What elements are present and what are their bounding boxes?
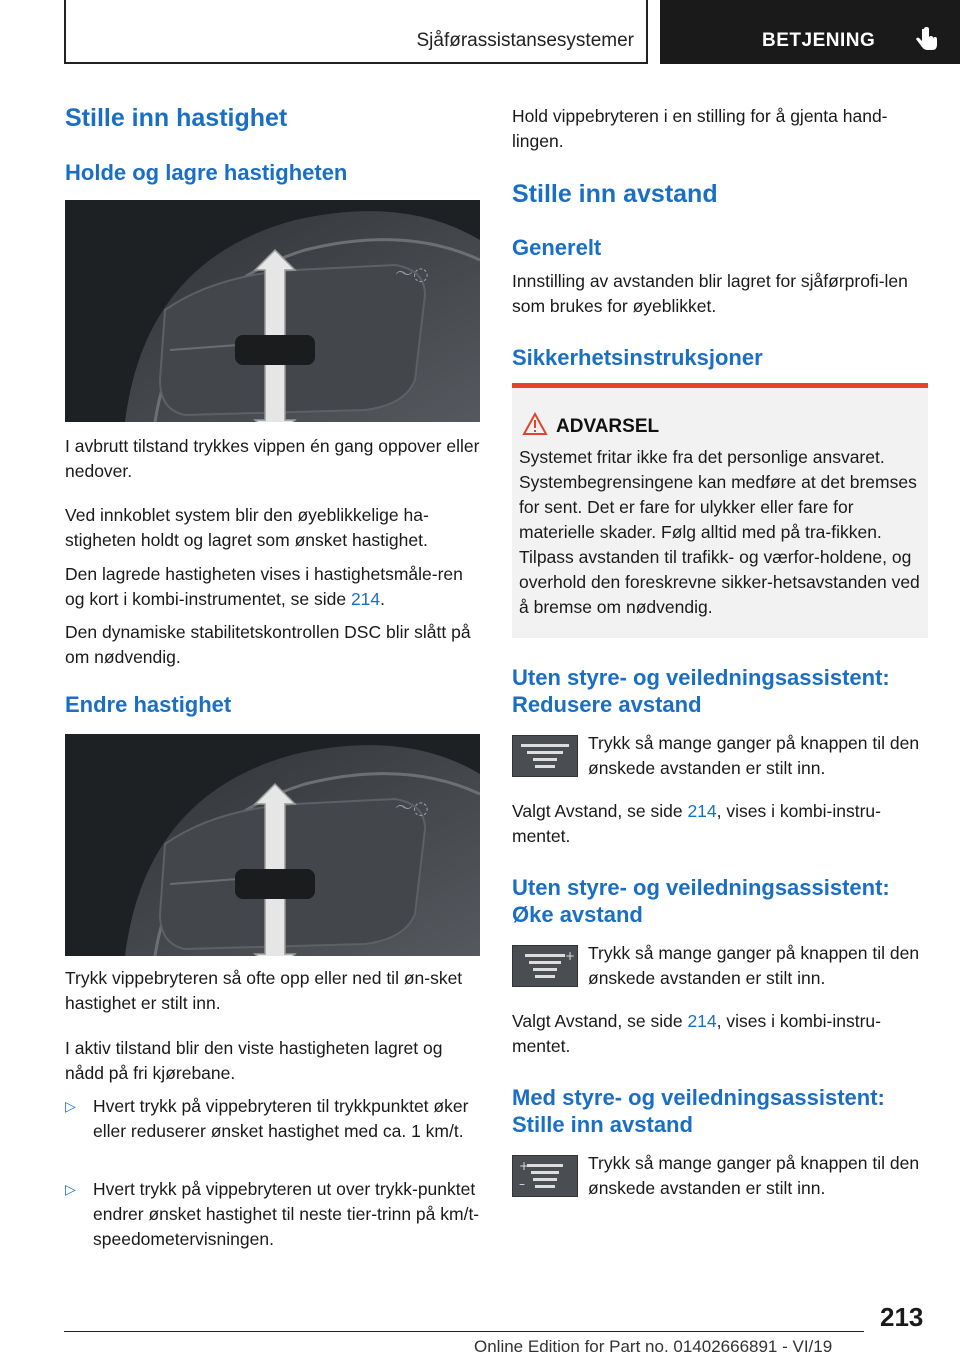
list-item [65,1094,480,1169]
subsection-general: Generelt [512,235,602,260]
subsection-reduce-line2: Redusere avstand [512,692,702,717]
distance-adjust-button-icon [512,1155,578,1197]
svg-text:〜◌: 〜◌ [395,798,429,819]
paragraph-reduce: Trykk så mange ganger på knappen til den ønskede avstanden er stilt inn. [588,733,920,778]
subsection-safety: Sikkerhetsinstruksjoner [512,345,763,370]
section-title-set-distance: Stille inn avstand [512,180,718,208]
paragraph-hold-4: Den dynamiske stabilitetskontrollen DSC blir slått på om nødvendig. [65,622,471,667]
bullet-text: Hvert trykk på vippebryteren til trykkpunktet øker eller reduserer ønsket hastighet med ca. 1 km/t. [93,1096,469,1141]
warning-triangle-icon [522,412,548,436]
bullet-text: Hvert trykk på vippebryteren ut over trykk-punktet endrer ønsket hastighet til neste tier-trinn på km/t-speedometervisningen. [93,1179,480,1249]
warning-box [512,383,928,638]
subsection-with-assist-line1: Med styre- og veiledningsassistent: [512,1085,885,1110]
bullet-triangle-icon: ▷ [65,1098,76,1114]
page-link-214[interactable]: 214 [687,1011,717,1031]
paragraph-change-2: I aktiv tilstand blir den viste hastigheten lagret og nådd på fri kjørebane. [65,1038,443,1083]
distance-increase-button-icon [512,945,578,987]
hand-pointer-icon [914,26,940,52]
subsection-hold-speed: Holde og lagre hastigheten [65,160,348,185]
page-number: 213 [880,1302,924,1332]
svg-text:〜◌: 〜◌ [395,264,429,285]
paragraph-hold-3: Den lagrede hastigheten vises i hastighetsmåle-ren og kort i kombi-instrumentet, se side 214. [65,564,463,609]
warning-body: Systemet fritar ikke fra det personlige ansvaret. Systembegrensingene kan medføre at det bremses for sent. Det er fare for ulykker eller fare for materielle skader. Følg alltid med på tra-fikken. Tilpass avstanden til trafikk- og værfor-holdene, og overhold den foreskrevne sikker-hetsavstanden ved å bremse om nødvendig. [519,447,920,617]
paragraph-increase-after: Valgt Avstand, se side 214, vises i kombi-instru-mentet. [512,1011,881,1056]
svg-text:–: – [519,1177,525,1191]
paragraph-change-1: Trykk vippebryteren så ofte opp eller ned til øn-sket hastighet er stilt inn. [65,968,463,1013]
subsection-increase-line2: Øke avstand [512,902,643,927]
subsection-increase-line1: Uten styre- og veiledningsassistent: [512,875,890,900]
list-item [65,1177,480,1252]
svg-text:+: + [519,1159,530,1173]
paragraph-hold-rocker: Hold vippebryteren i en stilling for å gjenta hand-lingen. [512,106,888,151]
subsection-reduce-line1: Uten styre- og veiledningsassistent: [512,665,890,690]
bullet-triangle-icon: ▷ [65,1181,76,1197]
header-chapter-label: BETJENING [762,30,876,51]
paragraph-with-assist: Trykk så mange ganger på knappen til den ønskede avstanden er stilt inn. [588,1153,920,1198]
steering-wheel-rocker-image-1 [65,200,480,422]
subsection-with-assist-line2: Stille inn avstand [512,1112,693,1137]
footer-divider [64,1331,864,1332]
paragraph-hold-1: I avbrutt tilstand trykkes vippen én gang oppover eller nedover. [65,436,480,481]
svg-text:+: + [565,949,576,963]
section-title-set-speed: Stille inn hastighet [65,104,288,132]
warning-title: ADVARSEL [556,416,660,437]
header-section-label: Sjåførassistansesystemer [416,30,634,51]
page-link-214[interactable]: 214 [687,801,717,821]
page-link-214[interactable]: 214 [350,589,381,609]
paragraph-hold-2: Ved innkoblet system blir den øyeblikkelige ha-stigheten holdt og lagret som ønsket hastighet. [65,505,429,550]
header-section-tab [64,0,648,64]
paragraph-reduce-after: Valgt Avstand, se side 214, vises i kombi-instru-mentet. [512,801,881,846]
subsection-change-speed: Endre hastighet [65,692,232,717]
paragraph-increase: Trykk så mange ganger på knappen til den ønskede avstanden er stilt inn. [588,943,920,988]
header-chapter-tab [660,0,960,64]
paragraph-general: Innstilling av avstanden blir lagret for sjåførprofi-len som brukes for øyeblikket. [512,271,908,316]
distance-reduce-button-icon [512,735,578,777]
footer-edition: Online Edition for Part no. 01402666891 - VI/19 [474,1337,833,1356]
steering-wheel-rocker-image-2 [65,734,480,956]
